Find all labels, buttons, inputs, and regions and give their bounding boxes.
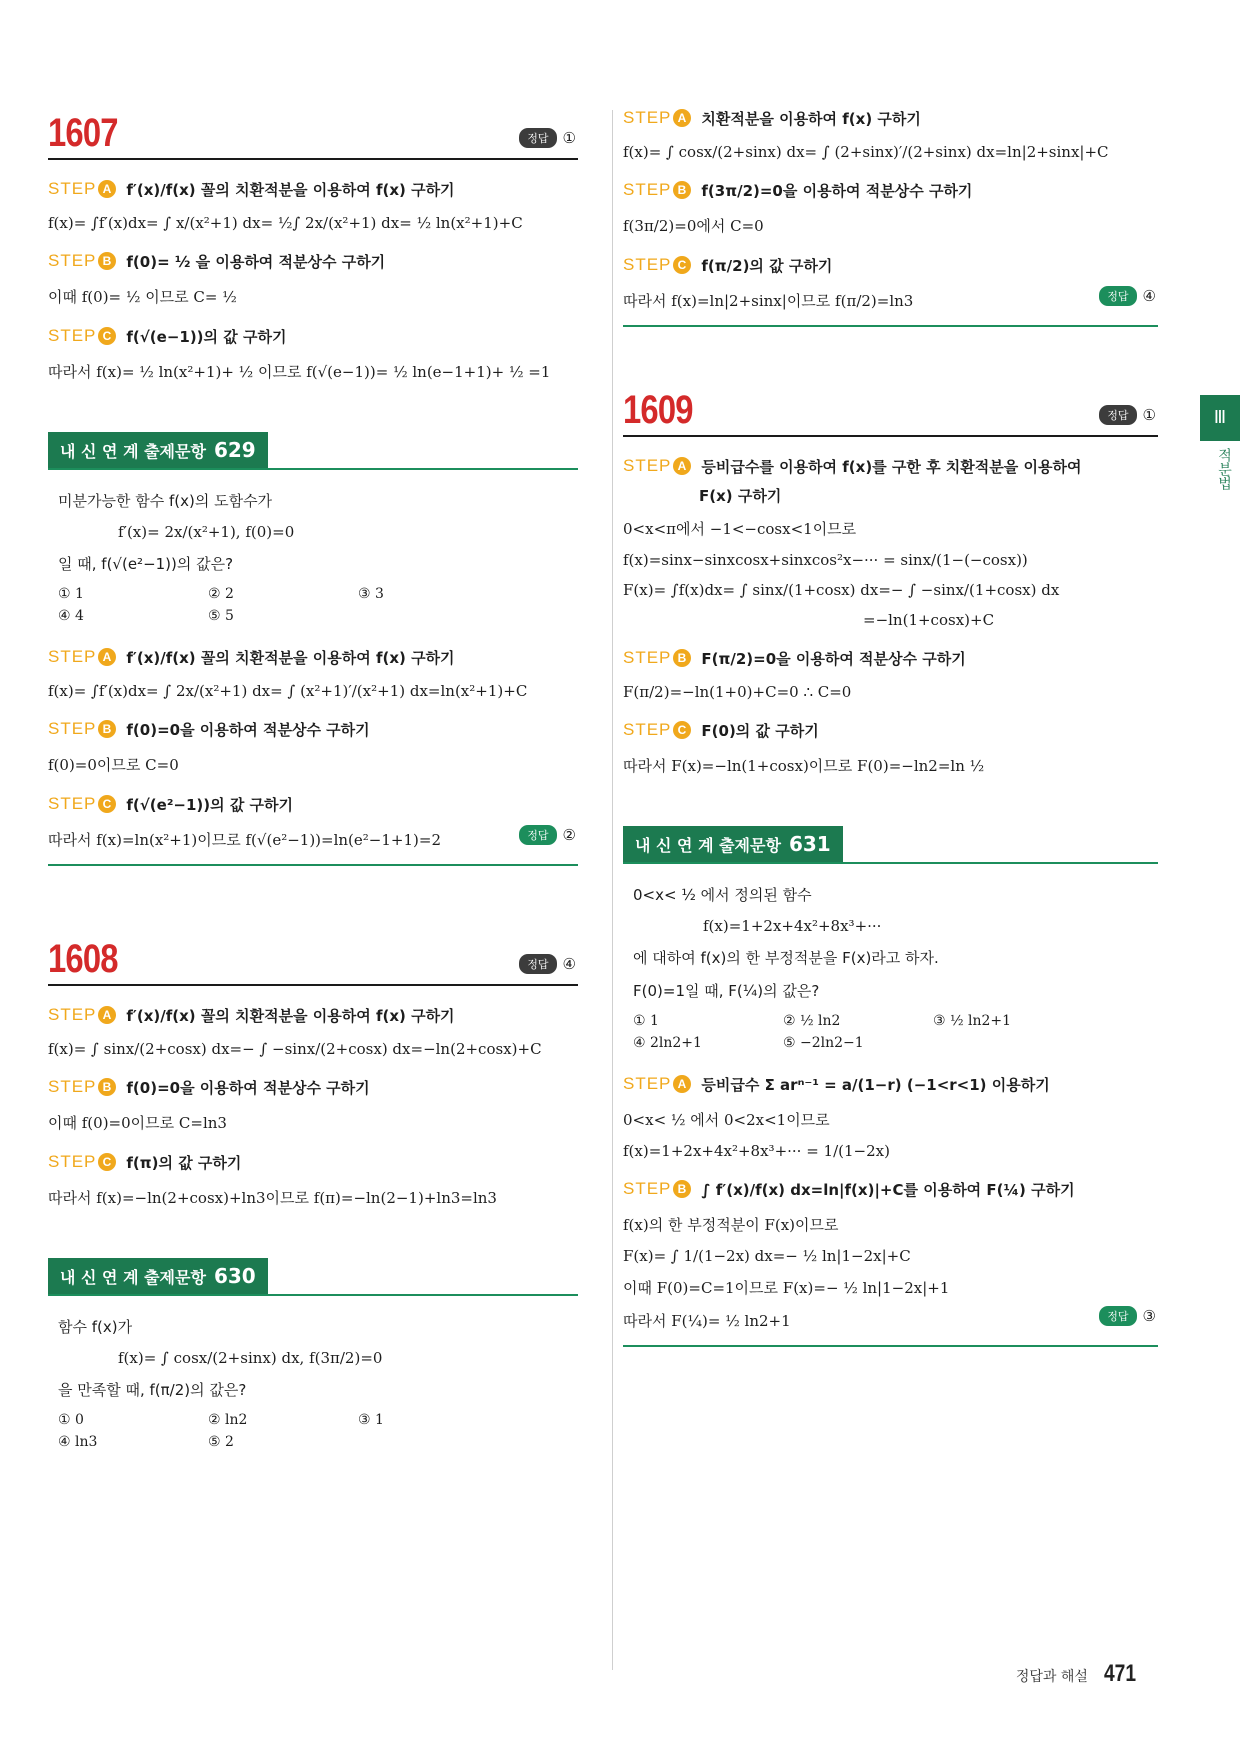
step-title: f′(x)/f(x) 꼴의 치환적분을 이용하여 f(x) 구하기: [126, 648, 455, 667]
left-column: [48, 100, 578, 1454]
column-divider: [612, 110, 613, 1670]
problem-number: 1609: [623, 388, 693, 432]
answer-indicator: [1099, 405, 1156, 425]
step-title: ∫ f′(x)/f(x) dx=ln|f(x)|+C를 이용하여 F(¼) 구하기: [701, 1180, 1075, 1199]
math-line: 0<x<π에서 −1<−cosx<1이므로: [623, 520, 857, 538]
math-line: 이때 F(0)=C=1이므로 F(x)=− ½ ln|1−2x|+1: [623, 1279, 950, 1297]
option[interactable]: ② 2: [208, 586, 234, 602]
step-b: [623, 645, 1158, 671]
step-a: [623, 105, 1158, 131]
answer-badge: 정답: [1099, 405, 1136, 425]
step-a: [623, 1071, 1158, 1097]
step-c-label: STEP C: [48, 326, 116, 346]
block-divider: [623, 1345, 1158, 1347]
answer-value: ①: [562, 129, 576, 147]
math-line: 따라서 F(¼)= ½ ln2+1 정답 ③: [623, 1306, 1156, 1330]
step-a-label: STEP A: [48, 1005, 116, 1025]
step-title: F(0)의 값 구하기: [701, 721, 819, 740]
step-b-label: STEP B: [48, 719, 116, 739]
answer-badge: 정답: [519, 825, 556, 845]
math-line: 이때 f(0)=0이므로 C=ln3: [48, 1114, 227, 1132]
step-title: F(π/2)=0을 이용하여 적분상수 구하기: [701, 649, 966, 668]
step-c-label: STEP C: [623, 255, 691, 275]
math-line: f(0)=0이므로 C=0: [48, 756, 179, 774]
math-line: 이때 f(0)= ½ 이므로 C= ½: [48, 288, 237, 306]
step-c: [48, 791, 578, 817]
math-line: F(x)= ∫f(x)dx= ∫ sinx/(1+cosx) dx=− ∫ −sinx/(1+cosx) dx: [623, 581, 1060, 599]
answer-badge: 정답: [519, 954, 556, 974]
answer-options: [633, 1013, 1148, 1051]
step-c: [623, 717, 1158, 743]
option[interactable]: ⑤ 5: [208, 608, 234, 624]
page-number: 471: [1103, 1660, 1136, 1687]
answer-indicator: [1099, 286, 1156, 305]
answer-badge: 정답: [1099, 1306, 1136, 1326]
question-text: 함수 f(x)가: [58, 1318, 133, 1336]
step-b-label: STEP B: [48, 1077, 116, 1097]
step-c-label: STEP C: [623, 720, 691, 740]
step-b-label: STEP B: [48, 251, 116, 271]
question-formula: f′(x)= 2x/(x²+1), f(0)=0: [118, 523, 295, 541]
chapter-tab-label: 적분법: [1216, 448, 1232, 490]
math-line: f(x)= ∫ cosx/(2+sinx) dx= ∫ (2+sinx)′/(2+sinx) dx=ln|2+sinx|+C: [623, 143, 1109, 161]
related-header: [48, 1258, 578, 1296]
answer-value: ④: [1142, 286, 1156, 305]
step-title: f′(x)/f(x) 꼴의 치환적분을 이용하여 f(x) 구하기: [126, 180, 455, 199]
option[interactable]: ④ ln3: [58, 1434, 98, 1450]
option[interactable]: ③ ½ ln2+1: [933, 1013, 1012, 1029]
block-divider: [48, 864, 578, 866]
math-line: f(x)= ∫f′(x)dx= ∫ 2x/(x²+1) dx= ∫ (x²+1)′/(x²+1) dx=ln(x²+1)+C: [48, 682, 528, 700]
math-line: f(x)= ∫f′(x)dx= ∫ x/(x²+1) dx= ½∫ 2x/(x²+1) dx= ½ ln(x²+1)+C: [48, 214, 523, 232]
step-b: [48, 1074, 578, 1100]
step-b: [48, 716, 578, 742]
step-a: [48, 644, 578, 670]
answer-indicator: [519, 128, 576, 148]
question-formula: f(x)=1+2x+4x²+8x³+···: [703, 917, 882, 935]
page-footer: [1016, 1660, 1140, 1688]
math-line: 따라서 F(x)=−ln(1+cosx)이므로 F(0)=−ln2=ln ½: [623, 757, 985, 775]
step-title: f(√(e−1))의 값 구하기: [126, 327, 287, 346]
answer-value: ④: [562, 955, 576, 973]
step-title: f(0)=0을 이용하여 적분상수 구하기: [126, 720, 370, 739]
math-line: 따라서 f(x)=ln|2+sinx|이므로 f(π/2)=ln3 정답 ④: [623, 286, 1156, 310]
option[interactable]: ① 1: [58, 586, 84, 602]
question-text: 을 만족할 때, f(π/2)의 값은?: [58, 1381, 247, 1399]
question-text: 0<x< ½ 에서 정의된 함수: [633, 886, 812, 904]
step-c: [48, 323, 578, 349]
math-line: =−ln(1+cosx)+C: [863, 611, 995, 629]
problem-header-1607: [48, 100, 578, 160]
step-c: [48, 1149, 578, 1175]
math-line: 0<x< ½ 에서 0<2x<1이므로: [623, 1111, 830, 1129]
step-b: [48, 248, 578, 274]
chapter-tab: Ⅲ: [1200, 395, 1240, 441]
option[interactable]: ③ 1: [358, 1412, 384, 1428]
step-title: 등비급수를 이용하여 f(x)를 구한 후 치환적분을 이용하여: [701, 457, 1082, 476]
related-body: [623, 864, 1158, 1055]
problem-header-1608: [48, 926, 578, 986]
related-label: 내 신 연 계 출제문항 629: [48, 432, 268, 468]
related-body: [48, 470, 578, 628]
option[interactable]: ⑤ −2ln2−1: [783, 1035, 864, 1051]
problem-header-1609: [623, 377, 1158, 437]
option[interactable]: ④ 4: [58, 608, 84, 624]
option[interactable]: ⑤ 2: [208, 1434, 234, 1450]
answer-indicator: [519, 954, 576, 974]
step-c-label: STEP C: [48, 794, 116, 814]
question-formula: f(x)= ∫ cosx/(2+sinx) dx, f(3π/2)=0: [118, 1349, 383, 1367]
option[interactable]: ④ 2ln2+1: [633, 1035, 702, 1051]
option[interactable]: ① 1: [633, 1013, 659, 1029]
step-title: f(π/2)의 값 구하기: [701, 256, 833, 275]
answer-value: ③: [1142, 1306, 1156, 1325]
step-title-continued: F(x) 구하기: [699, 487, 782, 505]
math-line: 따라서 f(x)=−ln(2+cosx)+ln3이므로 f(π)=−ln(2−1)+ln3=ln3: [48, 1189, 497, 1207]
option[interactable]: ② ln2: [208, 1412, 248, 1428]
answer-badge: 정답: [1099, 286, 1136, 306]
option[interactable]: ③ 3: [358, 586, 384, 602]
step-title: f(√(e²−1))의 값 구하기: [126, 795, 294, 814]
step-title: f(0)=0을 이용하여 적분상수 구하기: [126, 1078, 370, 1097]
math-line: 따라서 f(x)= ½ ln(x²+1)+ ½ 이므로 f(√(e−1))= ½ ln(e−1+1)+ ½ =1: [48, 363, 551, 381]
step-b-label: STEP B: [623, 1179, 691, 1199]
answer-value: ②: [562, 825, 576, 844]
step-title: f(3π/2)=0을 이용하여 적분상수 구하기: [701, 181, 973, 200]
option[interactable]: ① 0: [58, 1412, 84, 1428]
question-text: 에 대하여 f(x)의 한 부정적분을 F(x)라고 하자.: [633, 949, 939, 967]
footer-label: 정답과 해설: [1015, 1669, 1088, 1685]
answer-options: [58, 1412, 568, 1450]
step-title: 치환적분을 이용하여 f(x) 구하기: [701, 109, 921, 128]
step-b-label: STEP B: [623, 180, 691, 200]
math-line: f(x)=sinx−sinxcosx+sinxcos²x−··· = sinx/(1−(−cosx)): [623, 551, 1028, 569]
math-line: f(x)=1+2x+4x²+8x³+··· = 1/(1−2x): [623, 1142, 890, 1160]
related-header: [48, 432, 578, 470]
step-a: [48, 1002, 578, 1028]
step-a-label: STEP A: [623, 1074, 691, 1094]
option[interactable]: ② ½ ln2: [783, 1013, 841, 1029]
math-line: 따라서 f(x)=ln(x²+1)이므로 f(√(e²−1))=ln(e²−1+1)=2 정답 ②: [48, 825, 576, 849]
step-b: [623, 177, 1158, 203]
step-title: f(0)= ½ 을 이용하여 적분상수 구하기: [126, 252, 386, 271]
step-title: f(π)의 값 구하기: [126, 1153, 242, 1172]
step-a: [623, 453, 1158, 479]
step-a-label: STEP A: [623, 108, 691, 128]
step-c-label: STEP C: [48, 1152, 116, 1172]
step-a-label: STEP A: [623, 456, 691, 476]
step-title: f′(x)/f(x) 꼴의 치환적분을 이용하여 f(x) 구하기: [126, 1006, 455, 1025]
math-line: F(π/2)=−ln(1+0)+C=0 ∴ C=0: [623, 683, 852, 701]
step-a-label: STEP A: [48, 647, 116, 667]
step-b-label: STEP B: [623, 648, 691, 668]
right-column: [623, 105, 1158, 1347]
answer-indicator: [1099, 1306, 1156, 1325]
answer-indicator: [519, 825, 576, 844]
question-text: 미분가능한 함수 f(x)의 도함수가: [58, 492, 273, 510]
question-text: 일 때, f(√(e²−1))의 값은?: [58, 555, 234, 573]
step-b: [623, 1176, 1158, 1202]
problem-number: 1608: [48, 937, 118, 981]
math-line: F(x)= ∫ 1/(1−2x) dx=− ½ ln|1−2x|+C: [623, 1247, 911, 1265]
related-problem-630: [48, 1258, 578, 1454]
related-problem-629: [48, 432, 578, 628]
answer-badge: 정답: [519, 128, 556, 148]
related-label: 내 신 연 계 출제문항 631: [623, 826, 843, 862]
step-c: [623, 252, 1158, 278]
step-a: [48, 176, 578, 202]
related-header: [623, 826, 1158, 864]
block-divider: [623, 325, 1158, 327]
related-body: [48, 1296, 578, 1454]
step-a-label: STEP A: [48, 179, 116, 199]
answer-value: ①: [1142, 406, 1156, 424]
related-label: 내 신 연 계 출제문항 630: [48, 1258, 268, 1294]
problem-number: 1607: [48, 111, 118, 155]
math-line: f(3π/2)=0에서 C=0: [623, 217, 764, 235]
math-line: f(x)= ∫ sinx/(2+cosx) dx=− ∫ −sinx/(2+cosx) dx=−ln(2+cosx)+C: [48, 1040, 542, 1058]
answer-options: [58, 586, 568, 624]
step-title: 등비급수 Σ arⁿ⁻¹ = a/(1−r) (−1<r<1) 이용하기: [701, 1075, 1050, 1094]
related-problem-631: [623, 826, 1158, 1055]
math-line: f(x)의 한 부정적분이 F(x)이므로: [623, 1216, 839, 1234]
question-text: F(0)=1일 때, F(¼)의 값은?: [633, 982, 820, 1000]
